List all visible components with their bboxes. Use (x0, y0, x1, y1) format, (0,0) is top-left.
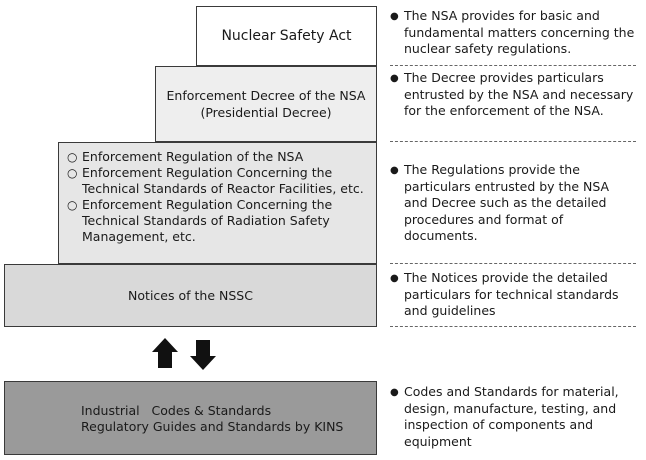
decree-description-text: The Decree provides particulars entrusted by the NSA and necessary for the enforcement of the NSA. (404, 70, 634, 118)
circle-bullet-icon: ○ (67, 150, 78, 164)
circle-bullet-icon: ○ (67, 166, 78, 180)
regulations-description (390, 162, 636, 264)
regulation-item (67, 197, 370, 245)
bullet-icon: ● (390, 387, 399, 398)
enforcement-decree-line2: (Presidential Decree) (200, 105, 332, 120)
enforcement-regulations-box (58, 142, 377, 264)
codes-description (390, 384, 636, 452)
regulation-item (67, 165, 370, 197)
codes-description-text: Codes and Standards for material, design, manufacture, testing, and inspection of components and equipment (404, 384, 619, 449)
notices-description-text: The Notices provide the detailed particulars for technical standards and guidelines (404, 270, 619, 318)
nuclear-safety-act-label: Nuclear Safety Act (221, 28, 352, 44)
regulation-item (67, 149, 370, 165)
nuclear-safety-act-box (196, 6, 377, 66)
bullet-icon: ● (390, 11, 399, 22)
enforcement-decree-line1: Enforcement Decree of the NSA (166, 88, 366, 103)
codes-standards-line1: Industrial Codes & Standards (81, 403, 272, 418)
codes-standards-line2: Regulatory Guides and Standards by KINS (81, 419, 344, 434)
bullet-icon: ● (390, 73, 399, 84)
act-description (390, 8, 636, 66)
circle-bullet-icon: ○ (67, 198, 78, 212)
nssc-notices-box (4, 264, 377, 327)
nssc-notices-label: Notices of the NSSC (128, 288, 253, 303)
act-description-text: The NSA provides for basic and fundamental matters concerning the nuclear safety regulations. (404, 8, 635, 56)
down-arrow-icon (190, 340, 216, 370)
notices-description (390, 270, 636, 327)
enforcement-decree-box (155, 66, 377, 142)
up-arrow-icon (152, 338, 178, 368)
bullet-icon: ● (390, 273, 399, 284)
regulation-item-text: Enforcement Regulation Concerning the Technical Standards of Radiation Safety Management, etc. (82, 197, 333, 244)
regulation-item-text: Enforcement Regulation Concerning the Technical Standards of Reactor Facilities, etc. (82, 165, 364, 196)
bidirectional-arrows-icon (152, 338, 218, 370)
bullet-icon: ● (390, 165, 399, 176)
codes-standards-box (4, 381, 377, 455)
regulations-description-text: The Regulations provide the particulars entrusted by the NSA and Decree such as the detailed procedures and format of documents. (404, 162, 610, 243)
regulation-item-text: Enforcement Regulation of the NSA (82, 149, 304, 164)
decree-description (390, 70, 636, 142)
